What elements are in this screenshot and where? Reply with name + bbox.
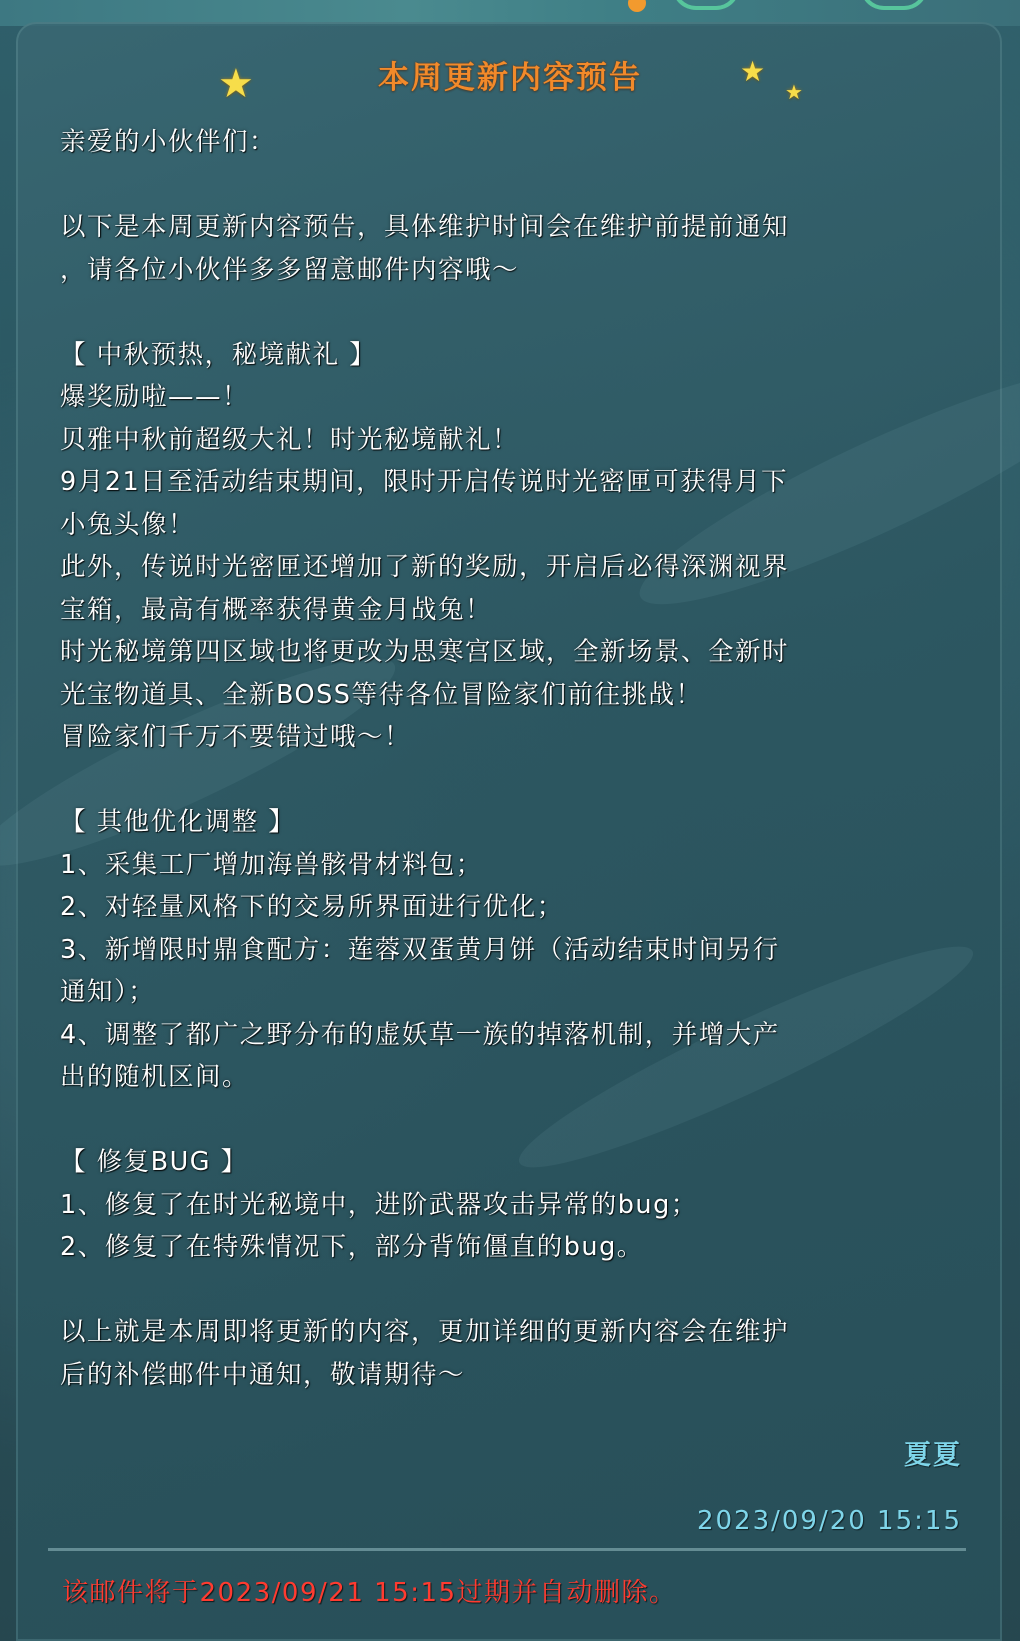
mail-title: 本周更新内容预告 bbox=[378, 60, 642, 96]
mail-title-row bbox=[0, 52, 1020, 97]
blank-line bbox=[60, 291, 965, 334]
mail-body-line: 亲爱的小伙伴们： bbox=[60, 127, 277, 157]
star-icon-right-small: ★ bbox=[785, 80, 803, 104]
top-arc-decoration bbox=[860, 0, 928, 10]
mail-body-line: 2、修复了在特殊情况下，部分背饰僵直的bug。 bbox=[60, 1232, 644, 1262]
mail-signature: 夏夏 bbox=[904, 1440, 962, 1471]
mail-body-line: 以下是本周更新内容预告，具体维护时间会在维护前提前通知 bbox=[60, 212, 790, 242]
mail-body-line: 2、对轻量风格下的交易所界面进行优化； bbox=[60, 892, 564, 922]
footer-divider bbox=[48, 1548, 966, 1551]
mail-body-line: 出的随机区间。 bbox=[60, 1062, 250, 1092]
star-icon-left: ★ bbox=[218, 61, 254, 107]
mail-body-line: 小兔头像！ bbox=[60, 509, 196, 540]
mail-body-line: 冒险家们千万不要错过哦～！ bbox=[60, 722, 412, 752]
mail-body-line: 4、调整了都广之野分布的虚妖草一族的掉落机制，并增大产 bbox=[60, 1019, 780, 1050]
top-arc-decoration bbox=[672, 0, 740, 10]
mail-body-line: 通知）； bbox=[60, 977, 156, 1007]
mail-timestamp: 2023/09/20 15:15 bbox=[696, 1506, 962, 1536]
mail-body-line: 9月21日至活动结束期间，限时开启传说时光密匣可获得月下 bbox=[60, 467, 789, 497]
blank-line bbox=[60, 759, 965, 802]
mail-body bbox=[60, 121, 965, 1396]
mail-body-line: 光宝物道具、全新BOSS等待各位冒险家们前往挑战！ bbox=[60, 679, 703, 710]
blank-line bbox=[60, 164, 965, 207]
mail-body-line: 此外，传说时光密匣还增加了新的奖励，开启后必得深渊视界 bbox=[60, 552, 790, 582]
mail-body-line: 后的补偿邮件中通知，敬请期待～ bbox=[60, 1359, 466, 1390]
mail-body-line: 宝箱，最高有概率获得黄金月战兔！ bbox=[60, 594, 493, 625]
mail-body-line: ，请各位小伙伴多多留意邮件内容哦～ bbox=[60, 254, 520, 285]
top-orb-decoration bbox=[628, 0, 646, 12]
mail-body-line: 爆奖励啦——！ bbox=[60, 382, 250, 412]
blank-line bbox=[60, 1099, 965, 1142]
expiry-notice: 该邮件将于2023/09/21 15:15过期并自动删除。 bbox=[62, 1578, 677, 1608]
mail-body-line: 3、新增限时鼎食配方：莲蓉双蛋黄月饼（活动结束时间另行 bbox=[60, 934, 780, 965]
mail-body-line: 1、采集工厂增加海兽骸骨材料包； bbox=[60, 849, 483, 880]
mail-body-line: 1、修复了在时光秘境中，进阶武器攻击异常的bug； bbox=[60, 1189, 698, 1220]
mail-body-line: 时光秘境第四区域也将更改为思寒宫区域，全新场景、全新时 bbox=[60, 637, 790, 667]
star-icon-right-large: ★ bbox=[740, 55, 766, 88]
mail-body-line: 贝雅中秋前超级大礼！时光秘境献礼！ bbox=[60, 424, 520, 455]
mail-body-line: 【 其他优化调整 】 bbox=[60, 807, 296, 837]
mail-body-line: 以上就是本周即将更新的内容，更加详细的更新内容会在维护 bbox=[60, 1317, 790, 1347]
blank-line bbox=[60, 1269, 965, 1312]
mail-body-line: 【 修复BUG 】 bbox=[60, 1147, 248, 1177]
mail-body-line: 【 中秋预热，秘境献礼 】 bbox=[60, 339, 377, 370]
